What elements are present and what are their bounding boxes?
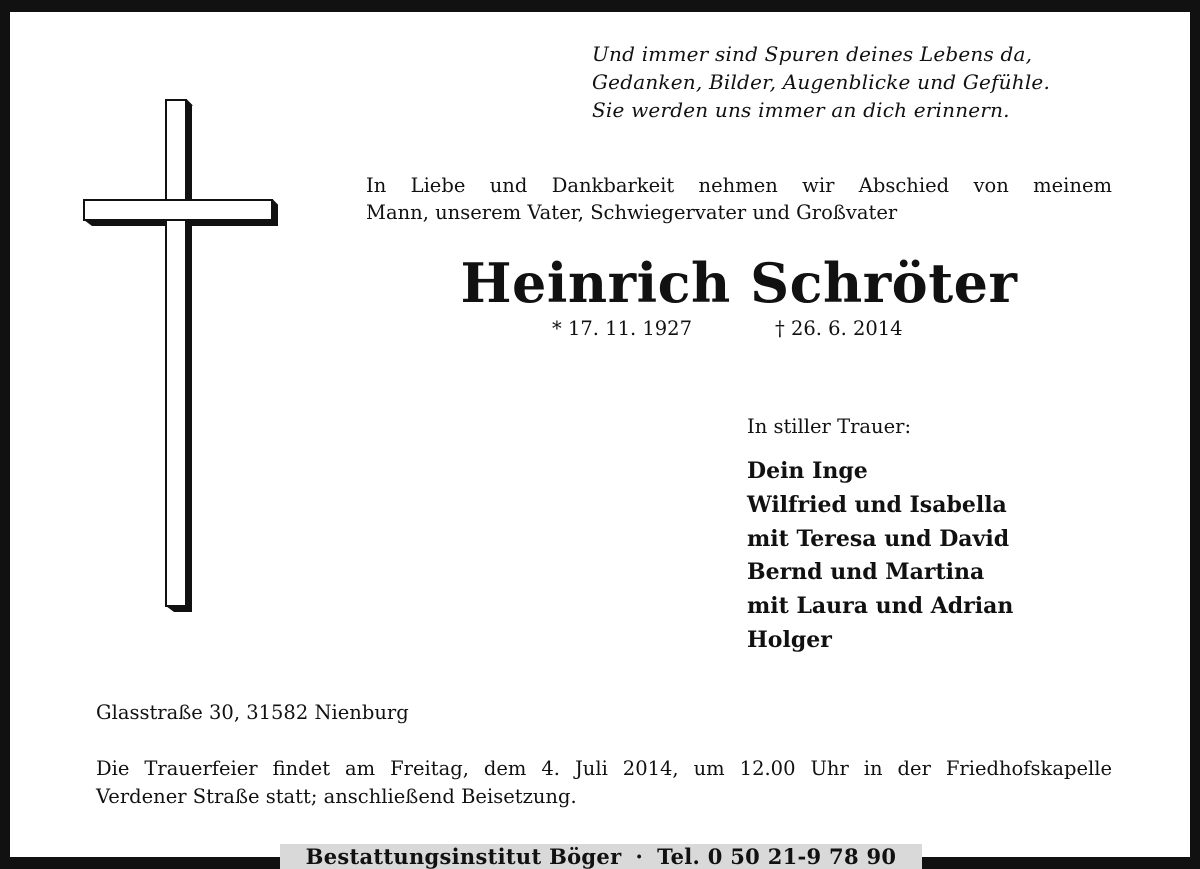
service-line: Die Trauerfeier findet am Freitag, dem 4. Juli 2014, um 12.00 Uhr in der Friedhofskapelle [96, 757, 1112, 780]
mourning-label: In stiller Trauer: [747, 415, 912, 438]
mourner-name: mit Laura und Adrian [747, 593, 1014, 620]
intro-line: In Liebe und Dankbarkeit nehmen wir Abschied von meinem [366, 174, 1112, 197]
poem-line: Und immer sind Spuren deines Lebens da, [592, 42, 1033, 66]
poem-line: Sie werden uns immer an dich erinnern. [592, 98, 1010, 122]
separator-dot: · [635, 844, 644, 869]
mourner-name: Holger [747, 626, 832, 653]
poem-line: Gedanken, Bilder, Augenblicke und Gefühle. [592, 70, 1051, 94]
mourner-name: Bernd und Martina [747, 559, 985, 586]
mourner-name: mit Teresa und David [747, 525, 1010, 552]
cross-icon [82, 96, 278, 612]
funeral-home-footer [280, 844, 922, 869]
death-date: † 26. 6. 2014 [775, 317, 903, 340]
mourners-list [747, 455, 1013, 658]
family-address: Glasstraße 30, 31582 Nienburg [96, 701, 409, 724]
funeral-service-info [96, 755, 1116, 811]
mourner-name: Dein Inge [747, 458, 868, 484]
funeral-home-name: Bestattungsinstitut Böger [305, 844, 622, 869]
funeral-home-phone: Tel. 0 50 21-9 78 90 [657, 844, 897, 869]
mourner-name: Wilfried und Isabella [747, 491, 1007, 518]
birth-date: * 17. 11. 1927 [552, 317, 692, 340]
service-line: Verdener Straße statt; anschließend Beisetzung. [96, 785, 577, 808]
intro-line: Mann, unserem Vater, Schwiegervater und Großvater [366, 201, 898, 224]
poem [592, 40, 1152, 124]
deceased-name: Heinrich Schröter [460, 251, 1018, 315]
intro-text [366, 172, 1112, 226]
